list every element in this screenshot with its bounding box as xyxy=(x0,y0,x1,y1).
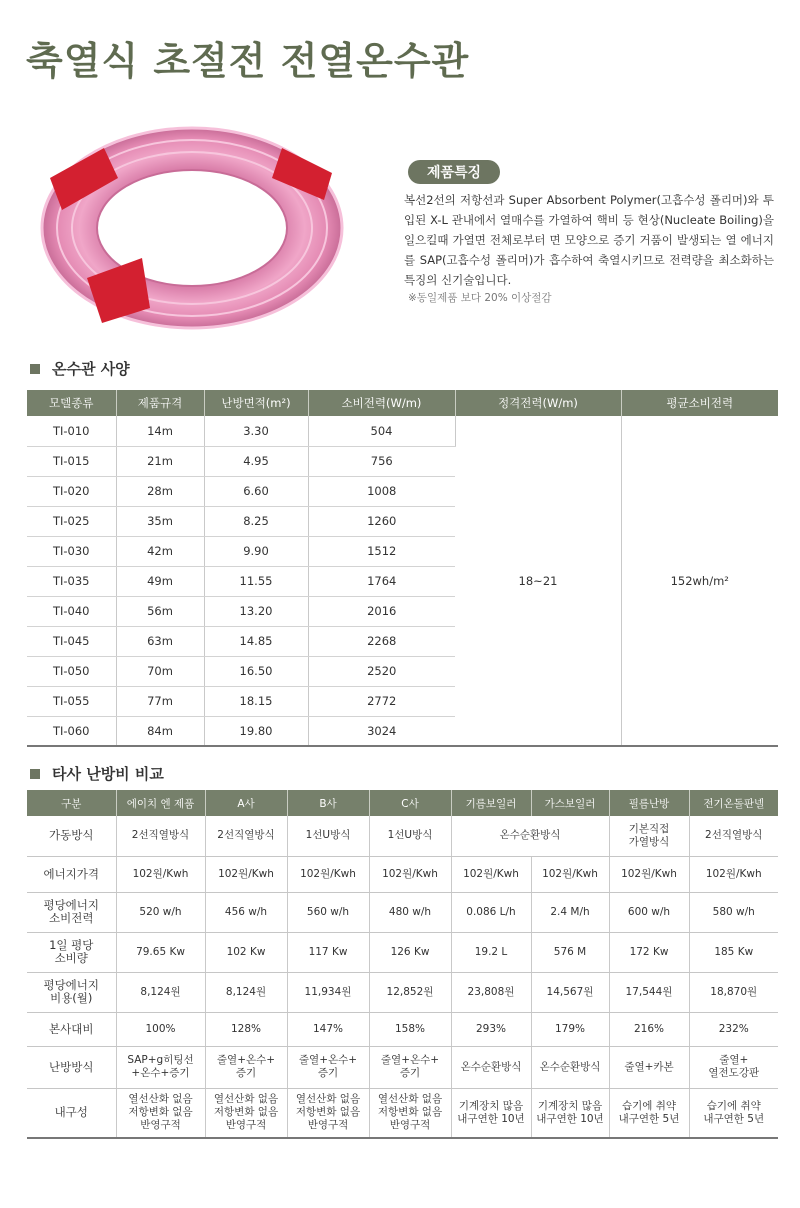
table-cell: 21m xyxy=(116,446,204,476)
row-label: 가동방식 xyxy=(27,816,116,856)
bullet-square-icon xyxy=(30,364,40,374)
table-cell: 1008 xyxy=(308,476,455,506)
product-photo xyxy=(32,118,352,338)
table-cell: 216% xyxy=(609,1012,689,1046)
table-cell: 1선U방식 xyxy=(287,816,369,856)
table-cell: 습기에 취약 내구연한 5년 xyxy=(689,1088,778,1138)
spec-header-cell: 소비전력(W/m) xyxy=(308,390,455,416)
table-cell: 8,124원 xyxy=(205,972,287,1012)
table-cell: 70m xyxy=(116,656,204,686)
table-row xyxy=(27,856,778,892)
table-cell: 18,870원 xyxy=(689,972,778,1012)
table-cell: 4.95 xyxy=(204,446,308,476)
row-label: 평당에너지 비용(월) xyxy=(27,972,116,1012)
compare-header-cell: B사 xyxy=(287,790,369,816)
table-cell: 2선직열방식 xyxy=(116,816,205,856)
table-row xyxy=(27,1088,778,1138)
bullet-square-icon xyxy=(30,769,40,779)
table-cell: SAP+g히팅선 +온수+증기 xyxy=(116,1046,205,1088)
table-cell: 줄열+온수+ 증기 xyxy=(287,1046,369,1088)
compare-header-cell: 기름보일러 xyxy=(451,790,531,816)
table-cell: 185 Kw xyxy=(689,932,778,972)
table-cell: 28m xyxy=(116,476,204,506)
table-cell: 23,808원 xyxy=(451,972,531,1012)
table-cell: 2016 xyxy=(308,596,455,626)
table-cell: 0.086 L/h xyxy=(451,892,531,932)
table-cell: 줄열+ 열전도강판 xyxy=(689,1046,778,1088)
compare-header-cell: 에이치 엔 제품 xyxy=(116,790,205,816)
table-cell: TI-030 xyxy=(27,536,116,566)
table-cell: 온수순환방식 xyxy=(451,1046,531,1088)
table-cell: 1764 xyxy=(308,566,455,596)
table-cell: 232% xyxy=(689,1012,778,1046)
table-cell: 16.50 xyxy=(204,656,308,686)
table-row xyxy=(27,892,778,932)
table-cell: 456 w/h xyxy=(205,892,287,932)
table-cell: TI-045 xyxy=(27,626,116,656)
table-cell: TI-020 xyxy=(27,476,116,506)
compare-section-heading xyxy=(30,763,164,784)
table-cell: TI-035 xyxy=(27,566,116,596)
table-cell: 158% xyxy=(369,1012,451,1046)
compare-header-row xyxy=(27,790,778,816)
table-cell: 756 xyxy=(308,446,455,476)
table-cell: 2772 xyxy=(308,686,455,716)
table-cell: 줄열+온수+ 증기 xyxy=(205,1046,287,1088)
table-cell: 온수순환방식 xyxy=(451,816,609,856)
spec-header-cell: 난방면적(m²) xyxy=(204,390,308,416)
table-cell: 3.30 xyxy=(204,416,308,446)
spec-header-cell: 정격전력(W/m) xyxy=(455,390,621,416)
table-cell: 기계장치 많음 내구연한 10년 xyxy=(451,1088,531,1138)
table-cell: 102원/Kwh xyxy=(205,856,287,892)
table-cell: 19.80 xyxy=(204,716,308,746)
table-cell: 줄열+카본 xyxy=(609,1046,689,1088)
table-row xyxy=(27,932,778,972)
compare-header-cell: 전기온돌판넬 xyxy=(689,790,778,816)
table-cell: 2선직열방식 xyxy=(689,816,778,856)
table-cell: 580 w/h xyxy=(689,892,778,932)
table-cell: 42m xyxy=(116,536,204,566)
table-cell: TI-050 xyxy=(27,656,116,686)
table-cell: 63m xyxy=(116,626,204,656)
table-cell: 102원/Kwh xyxy=(287,856,369,892)
table-cell: 128% xyxy=(205,1012,287,1046)
table-cell: 11.55 xyxy=(204,566,308,596)
table-cell: 2268 xyxy=(308,626,455,656)
table-cell: 14.85 xyxy=(204,626,308,656)
table-cell: 3024 xyxy=(308,716,455,746)
table-cell: 147% xyxy=(287,1012,369,1046)
table-cell: 2선직열방식 xyxy=(205,816,287,856)
table-cell: 2520 xyxy=(308,656,455,686)
table-cell: 600 w/h xyxy=(609,892,689,932)
table-cell: TI-055 xyxy=(27,686,116,716)
features-description: 복선2선의 저항선과 Super Absorbent Polymer(고흡수성 폴리머)와 투입된 X-L 관내에서 열매수를 가열하여 핵비 등 현상(Nucleate Boiling)을 일으킬때 가열면 전체로부터 면 모양으로 증기 거품이 발생되는 열 에너지를 SAP(고흡수성 폴리머)가 흡수하여 축열시키므로 전력량을 최소화하는 특징의 신기술입니다. xyxy=(404,193,774,287)
table-cell: TI-040 xyxy=(27,596,116,626)
table-cell: 열선산화 없음 저항변화 없음 반영구적 xyxy=(287,1088,369,1138)
table-cell: 77m xyxy=(116,686,204,716)
table-cell: 1260 xyxy=(308,506,455,536)
page-title: 축열식 초절전 전열온수관 xyxy=(26,39,470,83)
table-row xyxy=(27,416,778,446)
spec-table xyxy=(27,390,778,747)
table-row xyxy=(27,1046,778,1088)
table-cell: 열선산화 없음 저항변화 없음 반영구적 xyxy=(116,1088,205,1138)
spec-header-cell: 제품규격 xyxy=(116,390,204,416)
table-cell: 17,544원 xyxy=(609,972,689,1012)
table-cell: 2.4 M/h xyxy=(531,892,609,932)
table-cell: TI-010 xyxy=(27,416,116,446)
table-cell: 열선산화 없음 저항변화 없음 반영구적 xyxy=(205,1088,287,1138)
table-cell: 8.25 xyxy=(204,506,308,536)
table-cell: 480 w/h xyxy=(369,892,451,932)
table-cell: 100% xyxy=(116,1012,205,1046)
table-cell: 14m xyxy=(116,416,204,446)
row-label: 에너지가격 xyxy=(27,856,116,892)
row-label: 내구성 xyxy=(27,1088,116,1138)
table-cell: 온수순환방식 xyxy=(531,1046,609,1088)
compare-heading-text: 타사 난방비 비교 xyxy=(52,765,164,783)
table-cell: 102원/Kwh xyxy=(369,856,451,892)
table-cell: 12,852원 xyxy=(369,972,451,1012)
compare-header-cell: 필름난방 xyxy=(609,790,689,816)
row-label: 난방방식 xyxy=(27,1046,116,1088)
row-label: 본사대비 xyxy=(27,1012,116,1046)
row-label: 평당에너지 소비전력 xyxy=(27,892,116,932)
table-cell: 18.15 xyxy=(204,686,308,716)
table-cell: 102원/Kwh xyxy=(531,856,609,892)
table-cell: 기계장치 많음 내구연한 10년 xyxy=(531,1088,609,1138)
table-cell: 126 Kw xyxy=(369,932,451,972)
table-cell: 79.65 Kw xyxy=(116,932,205,972)
table-cell: TI-015 xyxy=(27,446,116,476)
table-cell: 84m xyxy=(116,716,204,746)
features-note: ※동일제품 보다 20% 이상절감 xyxy=(408,292,552,304)
table-cell: 1512 xyxy=(308,536,455,566)
table-cell: TI-025 xyxy=(27,506,116,536)
table-cell: 560 w/h xyxy=(287,892,369,932)
table-cell: 102원/Kwh xyxy=(689,856,778,892)
features-badge: 제품특징 xyxy=(408,160,500,184)
table-cell: 520 w/h xyxy=(116,892,205,932)
spec-section-heading xyxy=(30,358,130,379)
table-cell: 102원/Kwh xyxy=(609,856,689,892)
table-cell: 11,934원 xyxy=(287,972,369,1012)
table-cell: 35m xyxy=(116,506,204,536)
avg-power-cell: 152wh/m² xyxy=(621,416,778,746)
table-cell: 102원/Kwh xyxy=(451,856,531,892)
table-cell: 습기에 취약 내구연한 5년 xyxy=(609,1088,689,1138)
table-cell: 293% xyxy=(451,1012,531,1046)
table-cell: 열선산화 없음 저항변화 없음 반영구적 xyxy=(369,1088,451,1138)
table-cell: 117 Kw xyxy=(287,932,369,972)
compare-header-cell: 구분 xyxy=(27,790,116,816)
row-label: 1일 평당 소비량 xyxy=(27,932,116,972)
table-cell: 179% xyxy=(531,1012,609,1046)
table-cell: 9.90 xyxy=(204,536,308,566)
table-cell: 기본직접 가열방식 xyxy=(609,816,689,856)
table-row xyxy=(27,1012,778,1046)
table-cell: 8,124원 xyxy=(116,972,205,1012)
table-cell: 102원/Kwh xyxy=(116,856,205,892)
compare-header-cell: A사 xyxy=(205,790,287,816)
rated-power-cell: 18~21 xyxy=(455,416,621,746)
table-cell: 19.2 L xyxy=(451,932,531,972)
table-row xyxy=(27,816,778,856)
spec-header-row xyxy=(27,390,778,416)
compare-header-cell: 가스보일러 xyxy=(531,790,609,816)
table-cell: 줄열+온수+ 증기 xyxy=(369,1046,451,1088)
table-cell: 6.60 xyxy=(204,476,308,506)
table-row xyxy=(27,972,778,1012)
table-cell: 504 xyxy=(308,416,455,446)
table-cell: 576 M xyxy=(531,932,609,972)
table-cell: TI-060 xyxy=(27,716,116,746)
table-cell: 102 Kw xyxy=(205,932,287,972)
table-cell: 13.20 xyxy=(204,596,308,626)
table-cell: 1선U방식 xyxy=(369,816,451,856)
table-cell: 56m xyxy=(116,596,204,626)
compare-header-cell: C사 xyxy=(369,790,451,816)
table-cell: 14,567원 xyxy=(531,972,609,1012)
spec-heading-text: 온수관 사양 xyxy=(52,360,130,378)
comparison-table xyxy=(27,790,778,1139)
table-cell: 49m xyxy=(116,566,204,596)
spec-header-cell: 평균소비전력 xyxy=(621,390,778,416)
table-cell: 172 Kw xyxy=(609,932,689,972)
spec-header-cell: 모델종류 xyxy=(27,390,116,416)
